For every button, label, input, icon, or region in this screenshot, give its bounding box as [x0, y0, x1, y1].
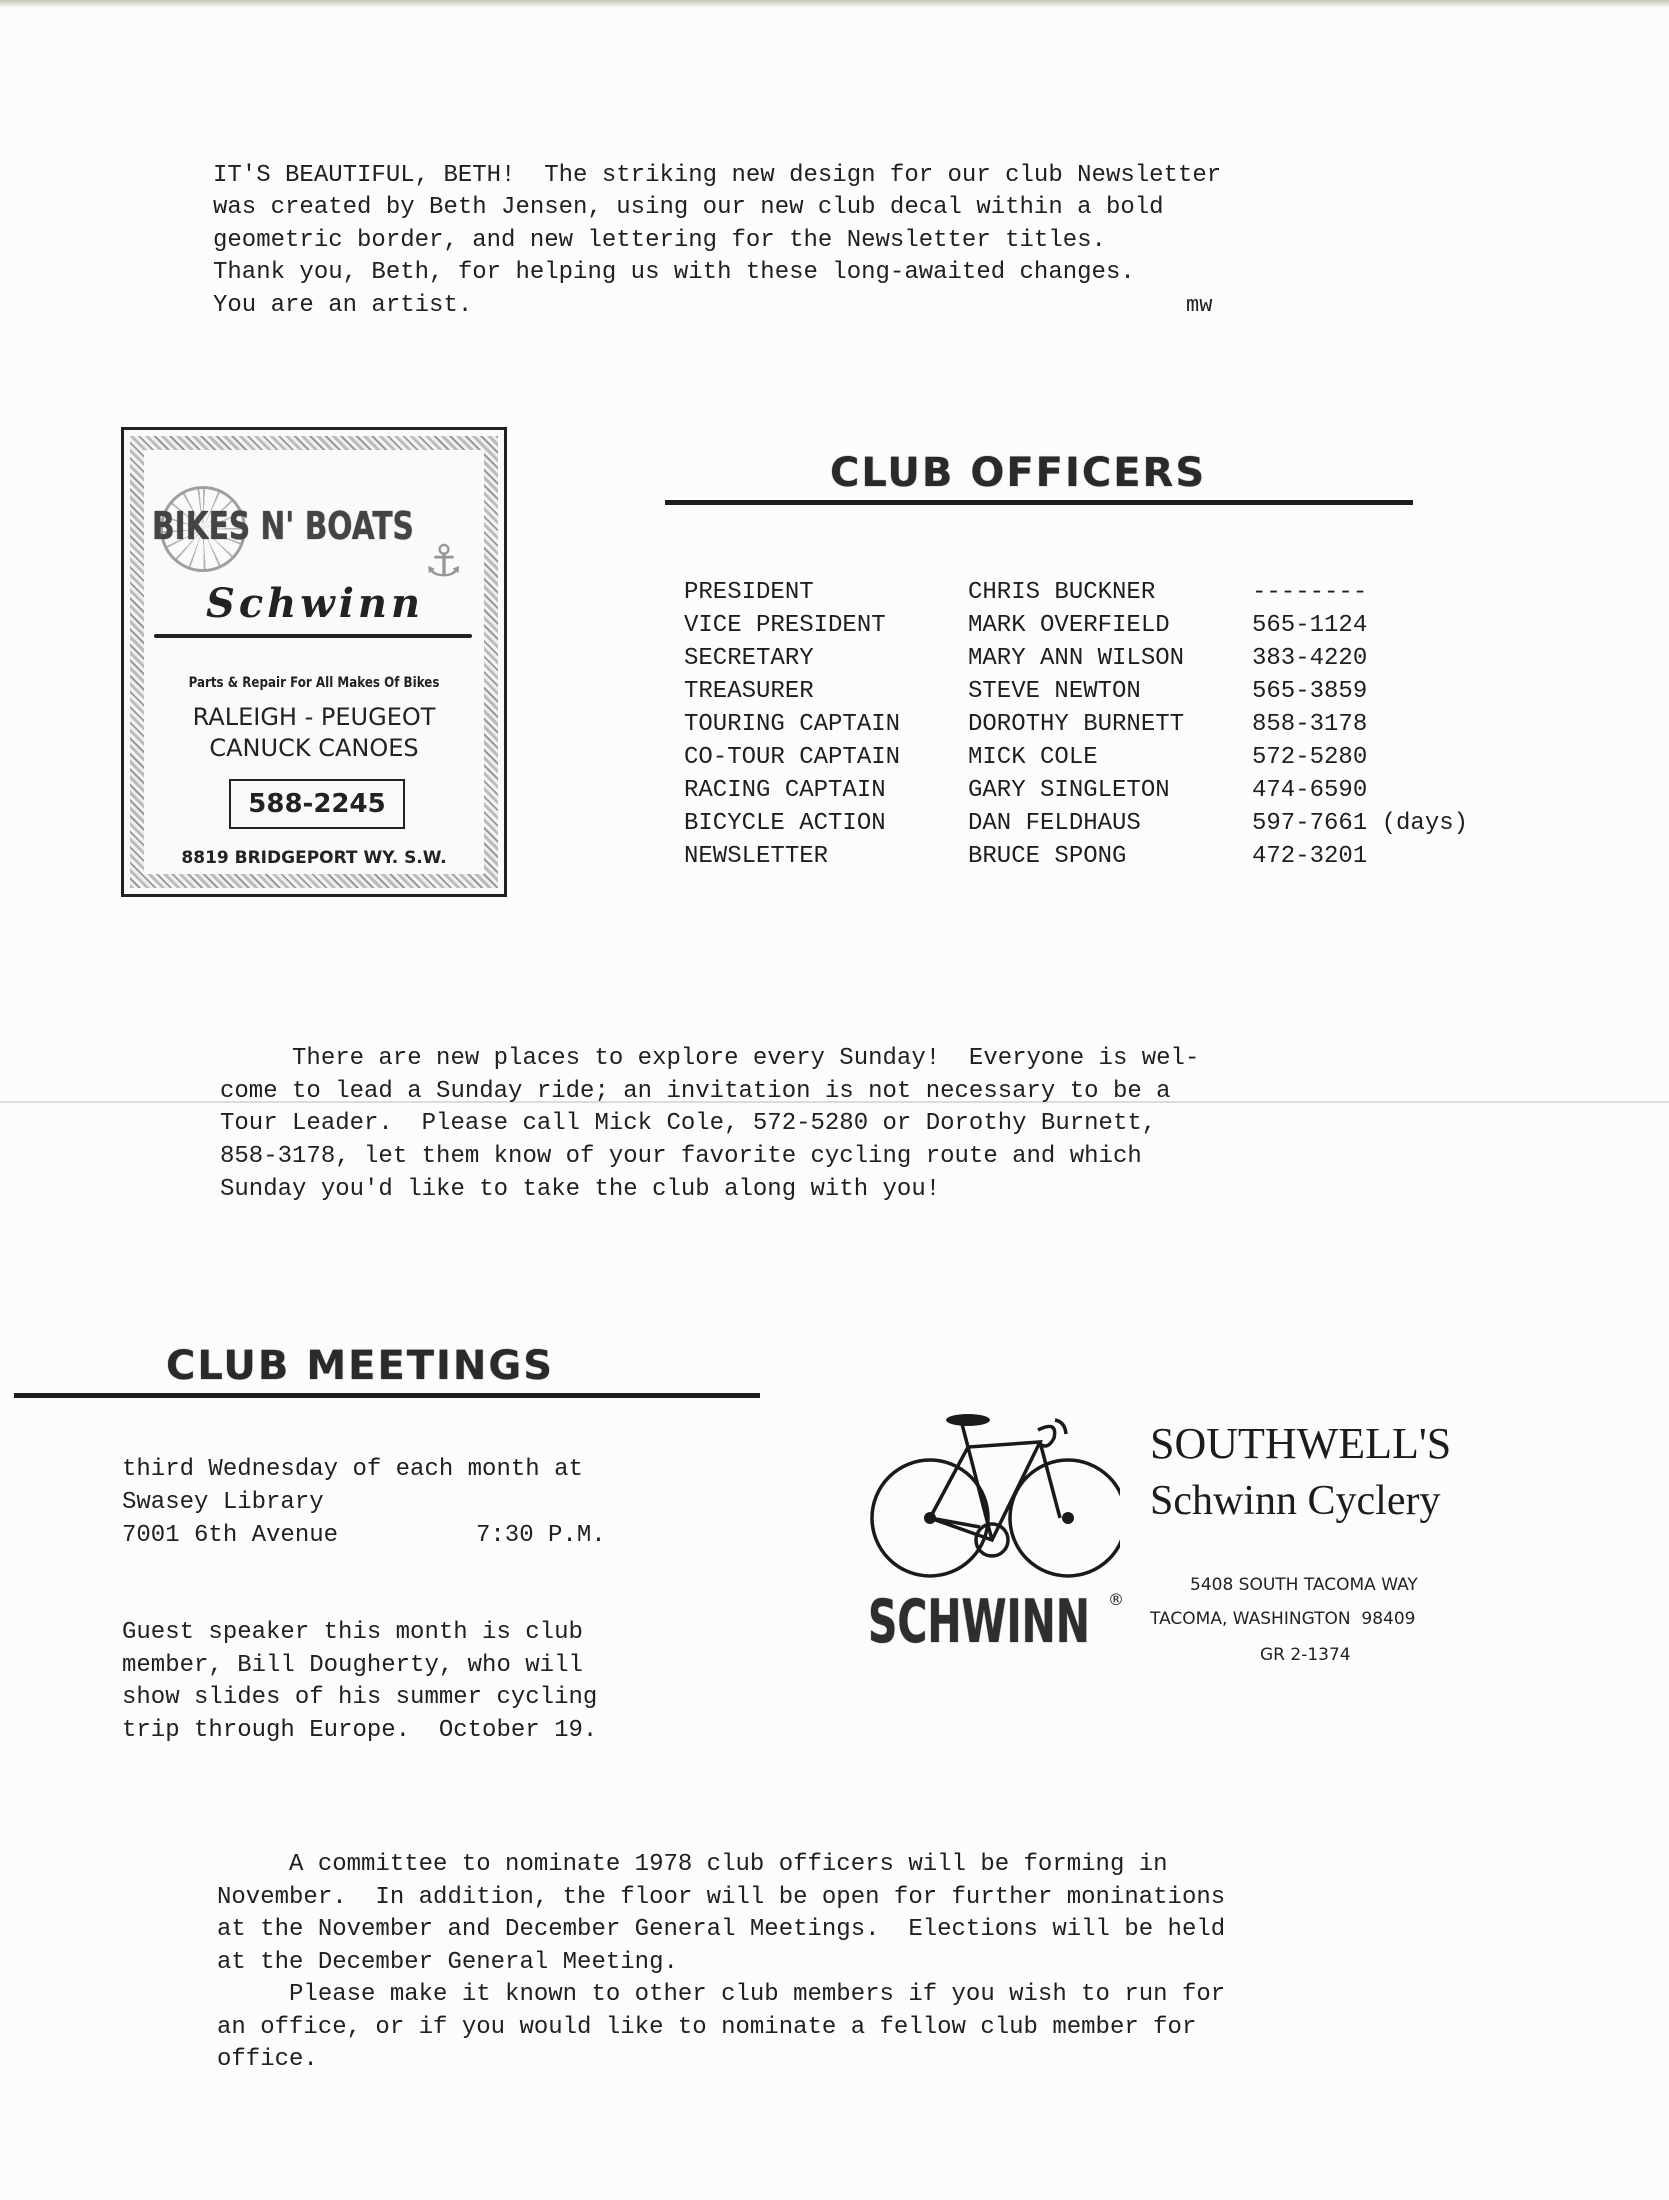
logo-underline: [154, 634, 472, 638]
schwinn-logo: SCHWINN: [868, 1587, 1090, 1657]
meeting-line: third Wednesday of each month at: [122, 1456, 583, 1483]
meeting-line: 7001 6th Avenue: [122, 1522, 339, 1549]
officer-name: MARY ANN WILSON: [968, 645, 1185, 672]
paragraph-line: Please make it known to other club members if you wish to run for: [217, 1981, 1226, 2008]
anchor-icon: ⚓: [424, 536, 464, 587]
store-address: 5408 SOUTH TACOMA WAY: [1190, 1575, 1418, 1595]
officer-phone: 565-3859: [1252, 678, 1368, 705]
officer-phone: 858-3178: [1252, 711, 1368, 738]
officer-title: CO-TOUR CAPTAIN: [684, 744, 901, 771]
officer-title: NEWSLETTER: [684, 843, 829, 870]
officer-name: MICK COLE: [968, 744, 1098, 771]
officer-name: STEVE NEWTON: [968, 678, 1141, 705]
rear-hub: [924, 1512, 936, 1524]
paragraph-line: at the December General Meeting.: [217, 1949, 678, 1976]
paragraph-line: at the November and December General Meetings. Elections will be held: [217, 1916, 1226, 1943]
handlebar: [1038, 1420, 1066, 1446]
meeting-line: Swasey Library: [122, 1489, 324, 1516]
officer-phone: 474-6590: [1252, 777, 1368, 804]
officer-title: VICE PRESIDENT: [684, 612, 886, 639]
store-city: TACOMA, WASHINGTON 98409: [1150, 1609, 1416, 1629]
store-subtitle: Schwinn Cyclery: [1150, 1478, 1441, 1524]
officer-phone: 472-3201: [1252, 843, 1368, 870]
paragraph-line: Tour Leader. Please call Mick Cole, 572-5280 or Dorothy Burnett,: [220, 1110, 1157, 1137]
paragraph-line: office.: [217, 2046, 318, 2073]
officer-title: TREASURER: [684, 678, 814, 705]
speaker-line: trip through Europe. October 19.: [122, 1717, 598, 1744]
club-meetings-heading: CLUB MEETINGS: [166, 1343, 555, 1389]
ad-phone: 588-2245: [229, 779, 405, 829]
officer-title: SECRETARY: [684, 645, 814, 672]
southwells-schwinn-ad: [850, 1390, 1630, 1690]
ad-tagline: Parts & Repair For All Makes Of Bikes: [188, 675, 440, 691]
officer-title: BICYCLE ACTION: [684, 810, 886, 837]
officer-name: GARY SINGLETON: [968, 777, 1170, 804]
ad-brands-line: CANUCK CANOES: [209, 734, 419, 762]
heading-rule: [14, 1393, 760, 1398]
officer-name: CHRIS BUCKNER: [968, 579, 1156, 606]
intro-line: You are an artist.: [213, 292, 473, 319]
intro-line: IT'S BEAUTIFUL, BETH! The striking new design for our club Newsletter: [213, 162, 1222, 189]
officer-phone: 383-4220: [1252, 645, 1368, 672]
bike-fork: [1040, 1442, 1060, 1518]
seat-post: [962, 1424, 968, 1447]
ad-address: 8819 BRIDGEPORT WY. S.W.: [181, 848, 447, 868]
speaker-line: member, Bill Dougherty, who will: [122, 1652, 583, 1679]
bikes-n-boats-ad: [121, 427, 507, 897]
bicycle-icon: [870, 1390, 1120, 1582]
officer-name: DAN FELDHAUS: [968, 810, 1141, 837]
paper-edge: [0, 0, 1669, 8]
officer-title: TOURING CAPTAIN: [684, 711, 901, 738]
ad-brands-line: RALEIGH - PEUGEOT: [192, 703, 436, 731]
officer-name: DOROTHY BURNETT: [968, 711, 1185, 738]
paragraph-line: come to lead a Sunday ride; an invitation is not necessary to be a: [220, 1078, 1171, 1105]
officer-name: BRUCE SPONG: [968, 843, 1127, 870]
author-initials: mw: [1186, 293, 1213, 318]
paragraph-line: an office, or if you would like to nominate a fellow club member for: [217, 2014, 1197, 2041]
paragraph-line: Sunday you'd like to take the club along with you!: [220, 1176, 941, 1203]
officer-name: MARK OVERFIELD: [968, 612, 1170, 639]
paragraph-line: November. In addition, the floor will be open for further moninations: [217, 1884, 1226, 1911]
meeting-time: 7:30 P.M.: [476, 1522, 606, 1549]
intro-line: was created by Beth Jensen, using our new club decal within a bold: [213, 194, 1164, 221]
paragraph-line: 858-3178, let them know of your favorite cycling route and which: [220, 1143, 1142, 1170]
registered-mark: ®: [1108, 1590, 1124, 1609]
ad-brands: [124, 702, 504, 764]
ad-logo-text: BIKES N' BOATS: [152, 504, 414, 548]
speaker-line: show slides of his summer cycling: [122, 1684, 598, 1711]
officer-phone: --------: [1252, 579, 1368, 606]
officer-title: RACING CAPTAIN: [684, 777, 886, 804]
saddle: [946, 1414, 990, 1426]
heading-rule: [665, 500, 1413, 505]
store-name: SOUTHWELL'S: [1150, 1419, 1452, 1468]
front-hub: [1062, 1512, 1074, 1524]
schwinn-script-logo: Schwinn: [205, 580, 425, 627]
paragraph-line: A committee to nominate 1978 club officers will be forming in: [217, 1851, 1168, 1878]
club-officers-heading: CLUB OFFICERS: [830, 450, 1207, 496]
officer-phone: 597-7661 (days): [1252, 810, 1469, 837]
intro-line: geometric border, and new lettering for the Newsletter titles.: [213, 227, 1106, 254]
store-phone: GR 2-1374: [1260, 1645, 1351, 1665]
speaker-line: Guest speaker this month is club: [122, 1619, 583, 1646]
officer-title: PRESIDENT: [684, 579, 814, 606]
paragraph-line: There are new places to explore every Sunday! Everyone is wel-: [220, 1045, 1200, 1072]
intro-line: Thank you, Beth, for helping us with these long-awaited changes.: [213, 259, 1135, 286]
officer-phone: 565-1124: [1252, 612, 1368, 639]
officer-phone: 572-5280: [1252, 744, 1368, 771]
